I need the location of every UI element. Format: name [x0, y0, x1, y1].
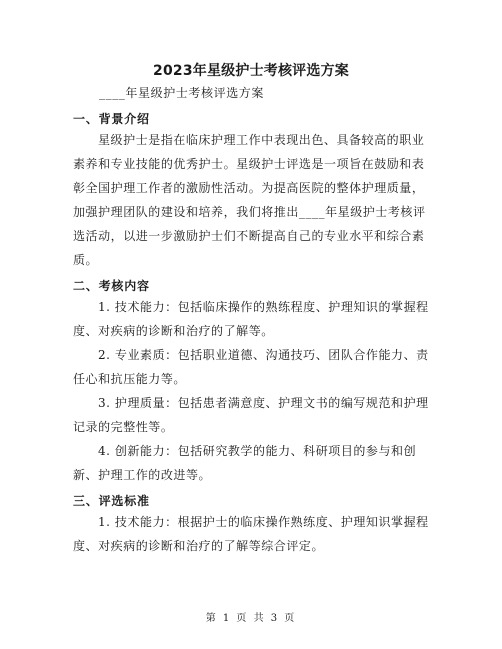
- paragraph-content-4: 4. 创新能力：包括研究教学的能力、科研项目的参与和创新、护理工作的改进等。: [73, 444, 417, 482]
- document-title: 2023年星级护士考核评选方案: [153, 63, 349, 79]
- paragraph-content-1: 1. 技术能力：包括临床操作的熟练程度、护理知识的掌握程度、对疾病的诊断和治疗的了解等。: [73, 300, 429, 338]
- paragraph-content-2: 2. 专业素质：包括职业道德、沟通技巧、团队合作能力、责任心和抗压能力等。: [73, 348, 429, 386]
- paragraph-content-3: 3. 护理质量：包括患者满意度、护理文书的编写规范和护理记录的完整性等。: [73, 396, 429, 434]
- section-heading-criteria: 三、评选标准: [73, 494, 150, 508]
- document-subtitle: ____年星级护士考核评选方案: [99, 86, 265, 100]
- page-footer: 第 1 页 共 3 页: [205, 613, 297, 624]
- paragraph-criteria-1: 1. 技术能力：根据护士的临床操作熟练度、护理知识掌握程度、对疾病的诊断和治疗的了解等综合评定。: [73, 515, 429, 553]
- paragraph-background: 星级护士是指在临床护理工作中表现出色、具备较高的职业素养和专业技能的优秀护士。星级护士评选是一项旨在鼓励和表彰全国护理工作者的激励性活动。为提高医院的整体护理质量，加强护理团队的建设和培养，我们将推出____年星级护士考核评选活动，以进一步激励护士们不断提高自己的专业水平和综合素质。: [73, 133, 426, 267]
- section-heading-content: 二、考核内容: [73, 279, 150, 293]
- section-heading-background: 一、背景介绍: [73, 112, 150, 126]
